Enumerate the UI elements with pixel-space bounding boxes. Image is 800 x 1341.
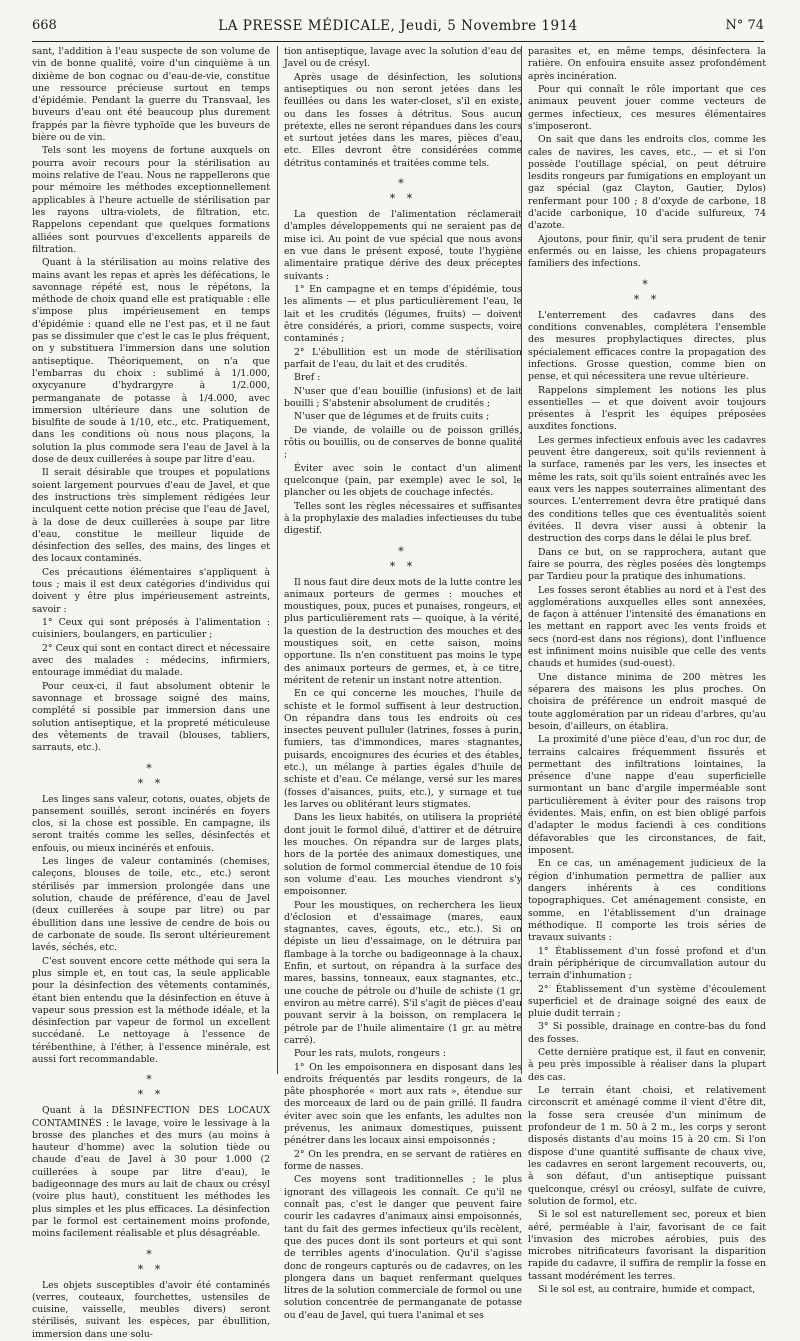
paragraph: 2° Établissement d'un système d'écoulement superficiel et de drainage soigné des eaux de pluie dudit terrain ; (528, 983, 766, 1020)
column-left (32, 46, 270, 1340)
paragraph: Les linges de valeur contaminés (chemises, caleçons, blouses de toile, etc., etc.) seront stérilisés par immersion prolongée dans une solution, chaude de préférence, d'eau de Javel (deux cuillerées à soupe par litre) ou par ébullition dans une lessive de cendre de bois ou de carbonate de soude. Ils seront ultérieurement lavés, séchés, etc. (32, 856, 270, 954)
section-asterism: * * * (389, 544, 417, 573)
paragraph: 1° Établissement d'un fossé profond et d'un drain périphérique de circumvallation autour du terrain d'inhumation ; (528, 945, 766, 982)
column-middle (284, 46, 522, 1321)
paragraph: L'enterrement des cadavres dans des conditions convenables, complétera l'ensemble des mesures prophylactiques directes, plus spécialement efficaces contre la propagation des infections. Grosse question, comme bien on pense, et qui nécessitera une revue ultérieure. (528, 309, 766, 383)
paragraph: Il nous faut dire deux mots de la lutte contre les animaux porteurs de germes : mouches et moustiques, poux, puces et punaises, rongeurs, et plus particulièrement rats — quoique, à la vérité, la question de la destruction des mouches et des moustiques soit, en cette saison, moins opportune. Ils n'en constituent pas moins le type des animaux porteurs de germes, et, à ce titre, méritent de retenir un instant notre attention. (284, 576, 522, 686)
paragraph: Rappelons simplement les notions les plus essentielles — et que doivent avoir toujours présentes à l'esprit les équipes préposées auxdites fonctions. (528, 384, 766, 433)
paragraph: Les fosses seront établies au nord et à l'est des agglomérations auxquelles elles sont annexées, de façon à atténuer l'intensité des émanations en les mettant en rapport avec les vents froids et secs (nord-est dans nos régions), dont l'influence est infiniment moins nuisible que celle des vents chauds et humides (sud-ouest). (528, 584, 766, 670)
section-asterism: * * * (389, 177, 417, 206)
paragraph: Tels sont les moyens de fortune auxquels on pourra avoir recours pour la stérilisation au moins relative de l'eau. Nous ne rappellerons que pour mémoire les méthodes exceptionnellement applicables à l'heure actuelle de stérilisation par les rayons ultra-violets, de filtration, etc. Rappelons cependant que quelques formations alliées sont pourvues d'excellents appareils de filtration. (32, 145, 270, 255)
paragraph: Ces moyens sont traditionnelles ; le plus ignorant des villageois les connaît. Ce qu'il ne connaît pas, c'est le danger que peuvent faire courir les cadavres d'animaux ainsi empoisonnés, tant du fait des germes infectieux qu'ils recèlent, que des puces dont ils sont porteurs et qui sont de terribles agents d'inoculation. Qu'il s'agisse donc de rongeurs capturés ou de cadavres, on les plongera dans un baquet renfermant quelques litres de la solution commerciale de formol ou une solution concentrée de permanganate de potasse ou d'eau de Javel, qui tuera l'animal et ses (284, 1174, 522, 1321)
paragraph: Le terrain étant choisi, et relativement circonscrit et aménagé comme il vient d'être dit, la fosse sera creusée d'un minimum de profondeur de 1 m. 50 à 2 m., les corps y seront disposés distants d'au moins 15 à 20 cm. Si l'on dispose d'une quantité suffisante de chaux vive, les cadavres en seront largement recouverts, ou, à son défaut, d'un antiseptique puissant quelconque, crésyl ou créosyl, sulfate de cuivre, solution de formol, etc. (528, 1085, 766, 1207)
paragraph: Si le sol est naturellement sec, poreux et bien aéré, perméable à l'air, favorisant de ce fait l'invasion des microbes aérobies, puis des microbes nitrificateurs favorisant la disparition rapide du cadavre, il suffira de remplir la fosse en tassant modérément les terres. (528, 1209, 766, 1282)
paragraph: sant, l'addition à l'eau suspecte de son volume de vin de bonne qualité, voire d'un cinquième à un dixième de bon cognac ou d'eau-de-vie, constitue une ressource précieuse surtout en temps d'épidémie. Pendant la guerre du Transvaal, les buveurs d'eau ont été beaucoup plus durement frappés par la fièvre typhoïde que les buveurs de bière ou de vin. (32, 46, 270, 144)
paragraph: Une distance minima de 200 mètres les séparera des maisons les plus proches. On choisira de préférence un endroit masqué de toute agglomération par un rideau d'arbres, qu'au besoin, d'ailleurs, on établira. (528, 671, 766, 732)
section-asterism: * * * (633, 277, 661, 306)
paragraph: N'user que d'eau bouillie (infusions) et de lait bouilli ; S'abstenir absolument de crudités ; (284, 385, 522, 409)
paragraph: Éviter avec soin le contact d'un aliment quelconque (pain, par exemple) avec le sol, le plancher ou les objets de couchage infectés. (284, 462, 522, 499)
paragraph: Les germes infectieux enfouis avec les cadavres peuvent être dangereux, soit qu'ils reviennent à la surface, ramenés par les vers, les insectes et même les rats, soit qu'ils soient entraînés avec les eaux vers les nappes souterraines alimentant des sources. L'enterrement devra être pratiqué dans des conditions telles que ces éventualités soient évitées. Il devra viser aussi à obtenir la destruction des corps dans le délai le plus bref. (528, 434, 766, 545)
paragraph: Pour ceux-ci, il faut absolument obtenir le savonnage et brossage soigné des mains, complété si possible par immersion dans une solution antiseptique, et la propreté méticuleuse des vêtements de travail (blouses, tabliers, sarrauts, etc.). (32, 680, 270, 754)
column-divider (521, 46, 522, 1074)
paragraph: tion antiseptique, lavage avec la solution d'eau de Javel ou de crésyl. (284, 46, 522, 70)
page-number: 668 (32, 18, 57, 33)
column-divider (277, 46, 278, 1074)
paragraph: Après usage de désinfection, les solutions antiseptiques ou non seront jetées dans les feuillées ou dans les water-closet, s'il en existe, ou dans les fosses à détritus. Sous aucun prétexte, elles ne seront répandues dans les cours et surtout jetées dans les mares, pièces d'eau, etc. Elles devront être considérées comme détritus contaminés et traitées comme tels. (284, 71, 522, 169)
paragraph: 2° L'ébullition est un mode de stérilisation parfait de l'eau, du lait et des crudités. (284, 346, 522, 370)
paragraph: En ce cas, un aménagement judicieux de la région d'inhumation permettra de pallier aux dangers inhérents à ces conditions topographiques. Cet aménagement consiste, en somme, en l'établissement d'un drainage méthodique. Il comporte les trois séries de travaux suivants : (528, 858, 766, 944)
paragraph: Quant à la stérilisation au moins relative des mains avant les repas et après les défécations, le savonnage répété est, nous le répétons, la méthode de choix quand elle est pratiquable : elle s'impose plus impérieusement en temps d'épidémie : quand elle ne l'est pas, et il ne faut pas se dissimuler que c'est le cas le plus fréquent, on y substituera l'immersion dans une solution antiseptique. Théoriquement, on n'a que l'embarras du choix : sublimé à 1/1.000, oxycyanure d'hydrargyre à 1/2.000, permanganate de potasse à 1/4.000, avec immersion ultérieure dans une solution de bisulfite de soude à 1/10, etc., etc. Pratiquement, dans les conditions où nous nous plaçons, la solution la plus commode sera l'eau de Javel à la dose de deux cuillerées à soupe par litre d'eau. (32, 257, 270, 465)
paragraph: Cette dernière pratique est, il faut en convenir, à peu près impossible à réaliser dans la plupart des cas. (528, 1047, 766, 1083)
issue-number: N° 74 (725, 18, 764, 33)
paragraph: Les objets susceptibles d'avoir été contaminés (verres, couteaux, fourchettes, ustensiles de cuisine, vaisselle, meubles divers) seront stérilisés, suivant les espèces, par ébullition, immersion dans une solu- (32, 1279, 270, 1340)
paragraph: Les linges sans valeur, cotons, ouates, objets de pansement souillés, seront incinérés en foyers clos, si la chose est possible. En campagne, ils seront traités comme les selles, désinfectés et enfouis, ou mieux incinérés et enfouis. (32, 793, 270, 854)
paragraph: 1° On les empoisonnera en disposant dans les endroits fréquentés par lesdits rongeurs, de la pâte phosphorée « mort aux rats », étendue sur des morceaux de lard ou de pain grillé. Il faudra éviter avec soin que les enfants, les adultes non prévenus, les animaux domestiques, puissent pénétrer dans les locaux ainsi empoisonnés ; (284, 1061, 522, 1147)
journal-title: LA PRESSE MÉDICALE, Jeudi, 5 Novembre 1914 (218, 18, 578, 34)
section-asterism: * * * (137, 761, 165, 790)
paragraph: 1° En campagne et en temps d'épidémie, tous les aliments — et plus particulièrement l'eau, le lait et les crudités (légumes, fruits) — doivent être considérés, a priori, comme suspects, voire contaminés ; (284, 283, 522, 345)
paragraph: Si le sol est, au contraire, humide et compact, (538, 1284, 756, 1296)
paragraph: Pour les rats, mulots, rongeurs : (294, 1048, 447, 1060)
paragraph: 3° Si possible, drainage en contre-bas du fond des fosses. (528, 1021, 766, 1045)
column-right (528, 46, 766, 1296)
paragraph: 1° Ceux qui sont préposés à l'alimentation : cuisiniers, boulangers, en particulier ; (32, 617, 270, 641)
paragraph: La proximité d'une pièce d'eau, d'un roc dur, de terrains calcaires fréquemment fissurés et permettant des infiltrations lointaines, la présence d'une nappe d'eau superficielle surmontant un banc d'argile imperméable sont particulièrement à éviter pour des raisons trop évidentes. Mais, enfin, on est bien obligé parfois d'adapter le modus faciendi à ces conditions défavorables que les circonstances, de fait, imposent. (528, 734, 766, 856)
paragraph: Ces précautions élémentaires s'appliquent à tous ; mais il est deux catégories d'individus qui doivent y être plus impérieusement astreints, savoir : (32, 566, 270, 615)
paragraph: Telles sont les règles nécessaires et suffisantes à la prophylaxie des maladies infectieuses du tube digestif. (284, 500, 522, 537)
paragraph: N'user que de légumes et de fruits cuits ; (294, 411, 490, 423)
paragraph: C'est souvent encore cette méthode qui sera la plus simple et, en tout cas, la seule applicable pour la désinfection des vêtements contaminés, étant bien entendu que la désinfection en étuve à vapeur sous pression est la méthode idéale, et la désinfection par vapeur de formol un excellent succédané. Le nettoyage à l'essence de térébenthine, à l'éther, à l'essence minérale, est aussi fort recommandable. (32, 955, 270, 1065)
paragraph: 2° On les prendra, en se servant de ratières en forme de nasses. (284, 1148, 522, 1173)
paragraph: La question de l'alimentation réclamerait d'amples développements qui ne seraient pas de mise ici. Au point de vue spécial que nous avons en vue dans le présent exposé, toute l'hygiène alimentaire pratique dérive des deux préceptes suivants : (284, 209, 522, 282)
paragraph: Dans les lieux habités, on utilisera la propriété dont jouit le formol dilué, d'attirer et de détruire les mouches. On répandra sur de larges plats, hors de la portée des animaux domestiques, une solution de formol commercial étendue de 10 fois son volume d'eau. Les mouches viendront s'y empoisonner. (284, 812, 522, 898)
paragraph: Pour les moustiques, on recherchera les lieux d'éclosion et d'essaimage (mares, eaux stagnantes, caves, égouts, etc., etc.). Si on dépiste un lieu d'essaimage, on le détruira par flambage à la torche ou badigeonnage à la chaux. Enfin, et surtout, on répandra à la surface des mares, bassins, tonneaux, eaux stagnantes, etc., une couche de pétrole ou d'huile de schiste (1 gr. environ au mètre carré). S'il s'agit de pièces d'eau pouvant servir à la boisson, on remplacera le pétrole par de l'huile alimentaire (1 gr. au mètre carré). (284, 899, 522, 1046)
section-asterism: * * * (137, 1073, 165, 1102)
paragraph: On sait que dans les endroits clos, comme les cales de navires, les caves, etc., — et si l'on possède l'outillage spécial, on peut détruire lesdits rongeurs par fumigations en employant un gaz spécial (gaz Clayton, Gautier, Dylos) renfermant pour 100 ; 8 d'oxyde de carbone, 18 d'acide carbonique, 10 d'acide sulfureux, 74 d'azote. (528, 134, 766, 232)
paragraph: Ajoutons, pour finir, qu'il sera prudent de tenir enfermés ou en laisse, les chiens propagateurs familiers des infections. (528, 233, 766, 270)
paragraph: Il serait désirable que troupes et populations soient largement pourvues d'eau de Javel, et que des instructions très simplement rédigées leur inculquent cette notion précise que l'eau de Javel, à la dose de deux cuillerées à soupe par litre d'eau, constitue le meilleur liquide de désinfection des selles, des mains, des linges et des locaux contaminés. (32, 467, 270, 565)
paragraph: Pour qui connaît le rôle important que ces animaux peuvent jouer comme vecteurs de germes infectieux, ces mesures élémentaires s'imposeront. (528, 83, 766, 132)
header-rule (32, 41, 764, 42)
paragraph: 2° Ceux qui sont en contact direct et nécessaire avec des malades : médecins, infirmiers, entourage immédiat du malade. (32, 642, 270, 679)
paragraph: De viande, de volaille ou de poisson grillés, rôtis ou bouillis, ou de conserves de bonne qualité ; (284, 424, 522, 461)
section-asterism: * * * (137, 1247, 165, 1276)
paragraph: Dans ce but, on se rapprochera, autant que faire se pourra, des règles posées dès longtemps par Tardieu pour la pratique des inhumations. (528, 546, 766, 583)
paragraph: Quant à la DÉSINFECTION DES LOCAUX CONTAMINÉS : le lavage, voire le lessivage à la brosse des planches et des murs (au moins à hauteur d'homme) avec la solution tiède ou chaude d'eau de Javel à 30 pour 1.000 (2 cuillerées à soupe par litre d'eau), le badigeonnage des murs au lait de chaux ou crésyl (voire plus haut), constituent les méthodes les plus simples et les plus efficaces. La désinfection par le formol est certainement moins profonde, moins facilement réalisable et plus désagréable. (32, 1105, 270, 1240)
paragraph: parasites et, en même temps, désinfectera la ratière. On enfouira ensuite assez profondément après incinération. (528, 46, 766, 82)
page-header (32, 18, 764, 42)
paragraph: Bref : (294, 372, 321, 384)
paragraph: En ce qui concerne les mouches, l'huile de schiste et le formol suffisent à leur destruction. On répandra dans tous les endroits où ces insectes peuvent pulluler (latrines, fosses à purin, fumiers, tas d'immondices, mares stagnantes, puisards, encoignures des écuries et des étables, etc.), un mélange à parties égales d'huile de schiste et d'eau. Ce mélange, versé sur les mares (fosses d'aisances, puits, etc.), y surnage et tue les larves ou oblitérant leurs stigmates. (284, 688, 522, 810)
